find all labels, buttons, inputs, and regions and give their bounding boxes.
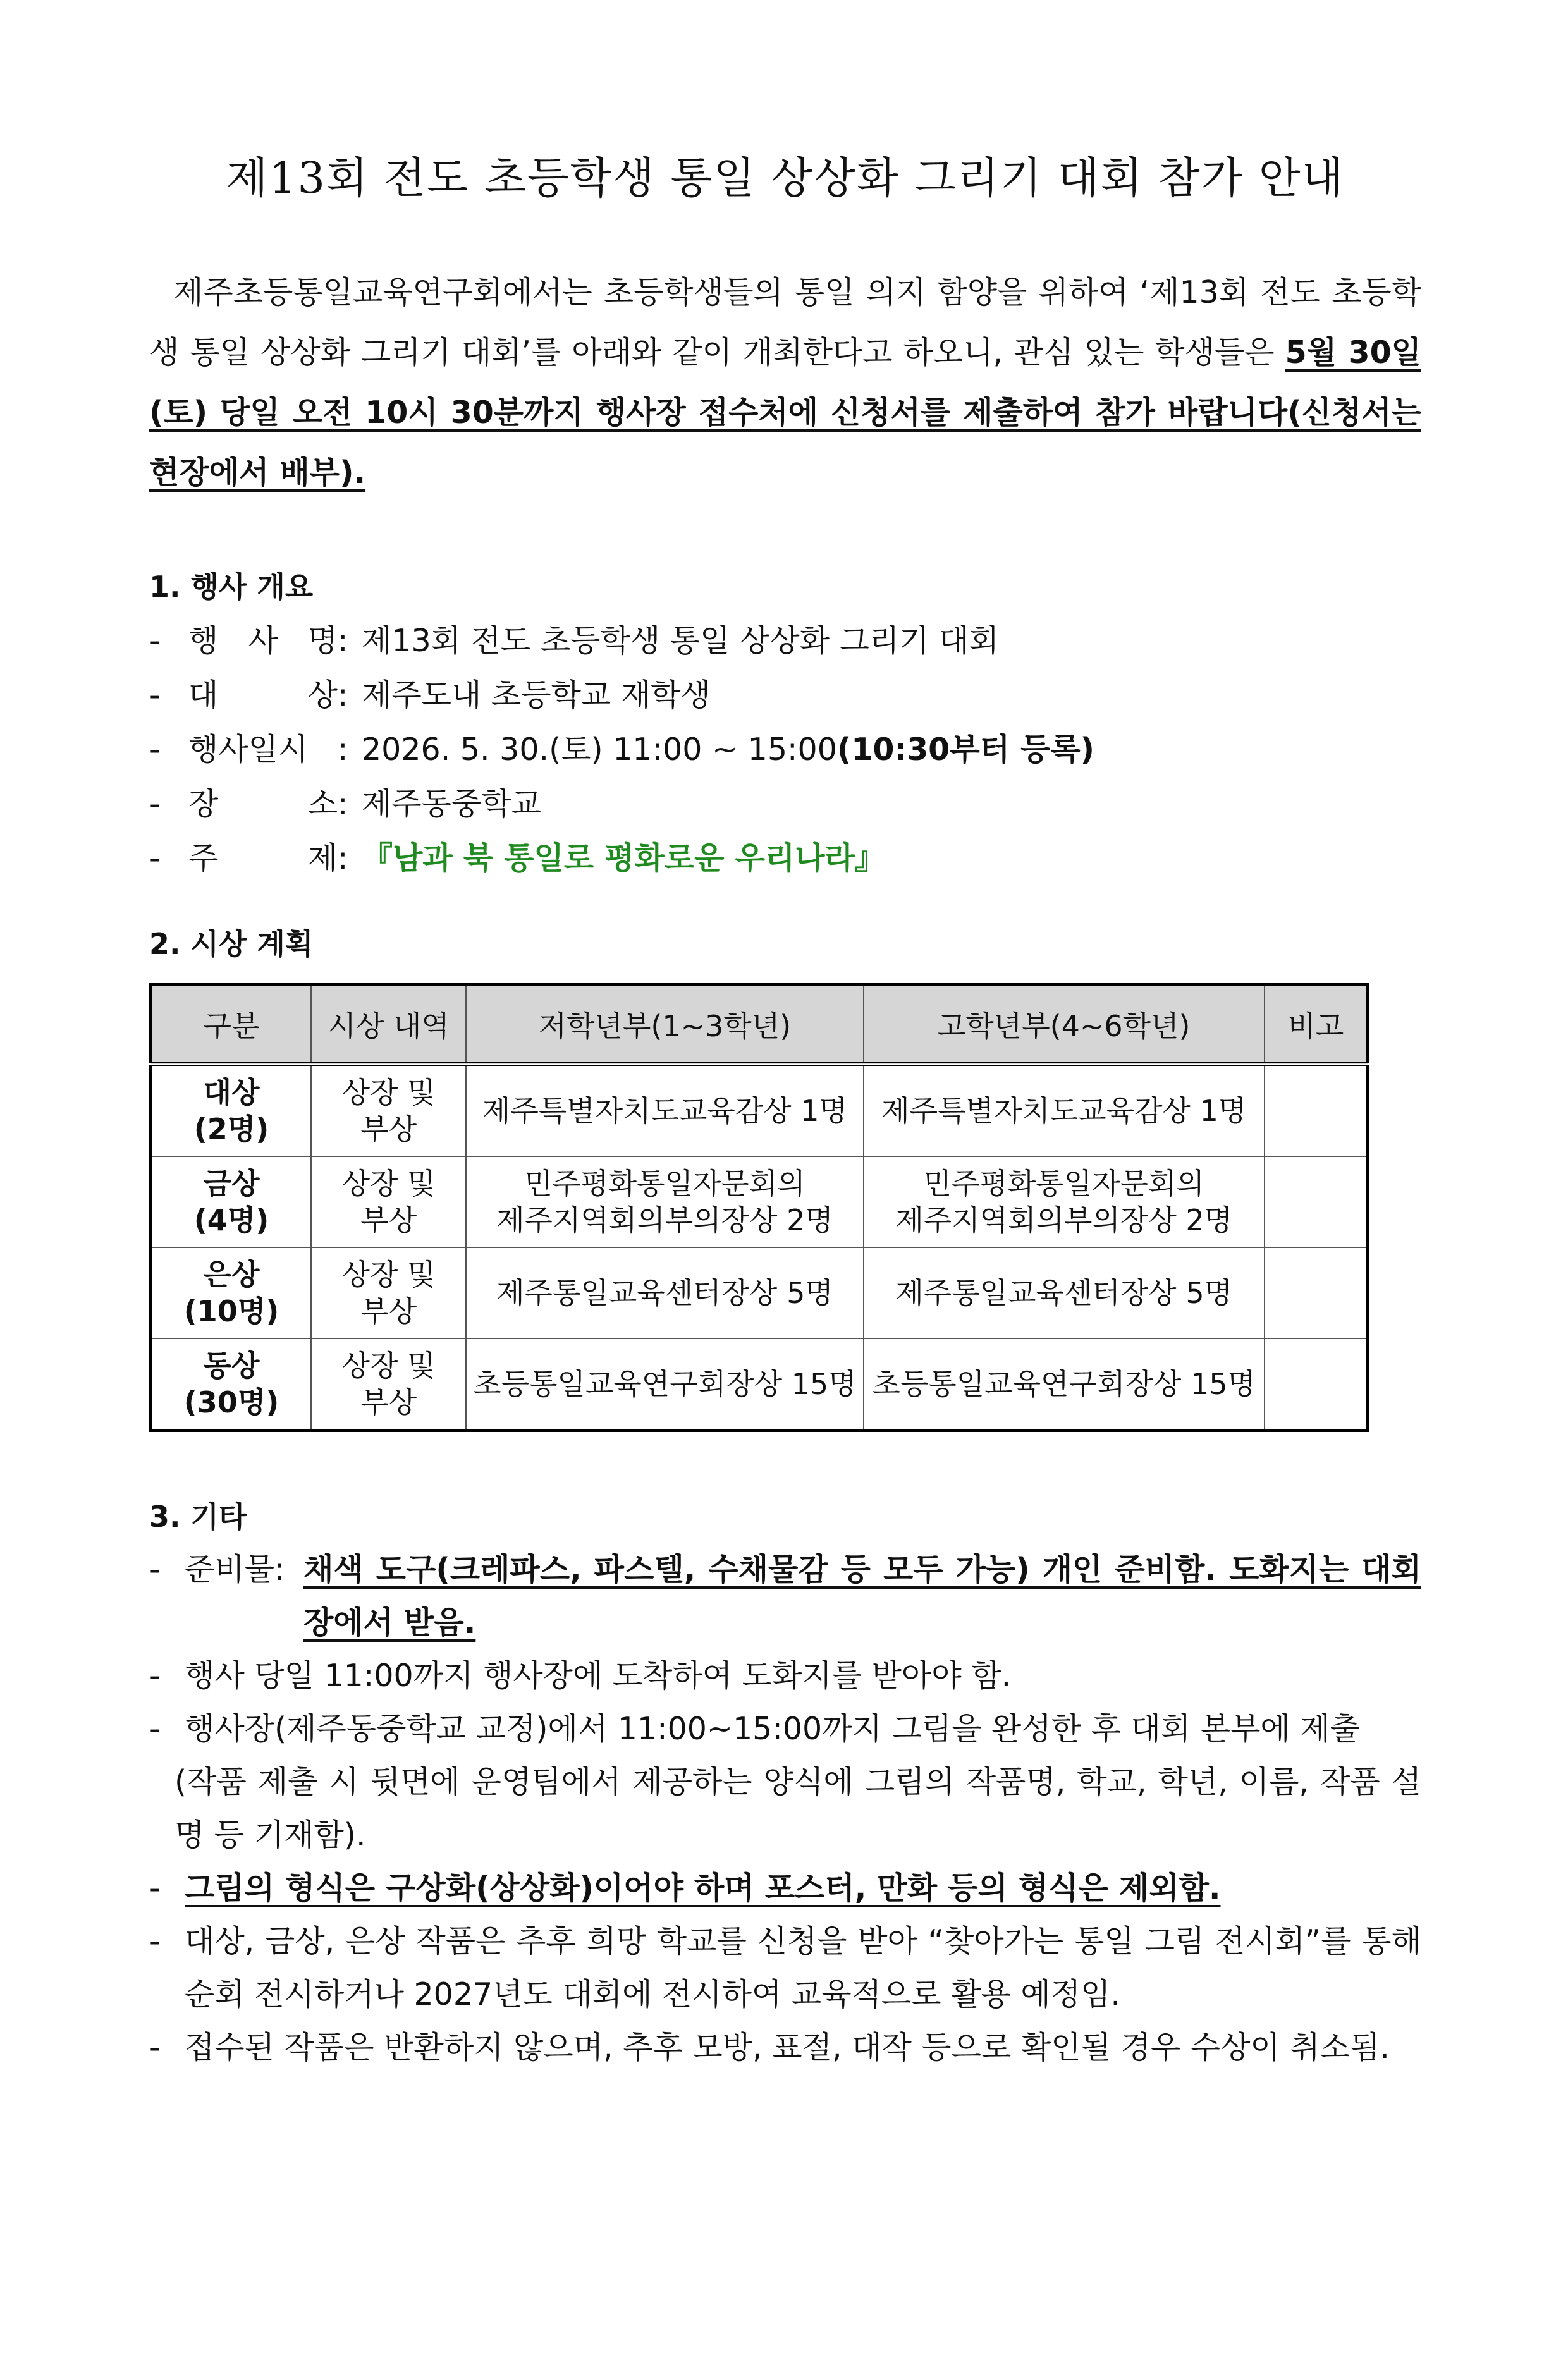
list-item — [149, 2021, 1421, 2074]
row-dash: - — [149, 677, 161, 713]
rank-name: 은상 — [203, 1257, 260, 1292]
note-cell — [1265, 1156, 1368, 1247]
overview-section — [149, 560, 1421, 886]
row-value: 제주동중학교 — [362, 786, 542, 822]
award-line: 초등통일교육연구회장상 15명 — [473, 1367, 857, 1401]
upper-grade-cell — [864, 1247, 1265, 1338]
award-line: 제주통일교육센터장상 5명 — [496, 1276, 833, 1310]
item-text: 행사 당일 11:00까지 행사장에 도착하여 도화지를 받아야 함. — [185, 1658, 1012, 1694]
list-item-preparation — [149, 1543, 1421, 1649]
label-char: 제 — [307, 840, 338, 876]
prize-cell — [311, 1247, 466, 1338]
overview-row-datetime — [149, 723, 1421, 777]
lower-grade-cell — [466, 1247, 863, 1338]
etc-heading: 3. 기타 — [149, 1500, 247, 1534]
prize-cell — [311, 1156, 466, 1247]
overview-heading: 1. 행사 개요 — [149, 570, 314, 604]
row-label — [188, 614, 338, 668]
label-char: 주 — [188, 840, 219, 876]
row-value: 제13회 전도 초등학생 통일 상상화 그리기 대회 — [362, 623, 999, 659]
registration-time: (10:30부터 등록) — [836, 731, 1095, 768]
lower-grade-cell — [466, 1064, 863, 1156]
rank-count: (4명) — [193, 1203, 269, 1237]
label-char: 대 — [188, 677, 219, 713]
list-item — [149, 1703, 1421, 1756]
lower-grade-cell — [466, 1338, 863, 1431]
row-label — [188, 831, 338, 886]
rank-cell — [151, 1247, 311, 1338]
table-row — [151, 1338, 1368, 1431]
intro-text: 제주초등통일교육연구회에서는 초등학생들의 통일 의지 함양을 위하여 ‘제13회 전도 초등학생 통일 상상화 그리기 대회’를 아래와 같이 개최한다고 하오니, 관심 있는 학생들은 — [149, 274, 1421, 370]
upper-grade-cell — [864, 1064, 1265, 1156]
preparation-text: 채색 도구(크레파스, 파스텔, 수채물감 등 모두 가능) 개인 준비함. 도화지는 대회장에서 받음. — [303, 1551, 1421, 1641]
rank-count: (10명) — [183, 1294, 279, 1328]
prize-cell — [311, 1064, 466, 1156]
row-label — [188, 668, 338, 723]
award-line: 제주통일교육센터장상 5명 — [895, 1276, 1233, 1310]
table-header-row — [151, 985, 1368, 1065]
award-line: 제주특별자치도교육감상 1명 — [881, 1094, 1247, 1128]
list-item — [149, 1649, 1421, 1703]
prize-line: 부상 — [360, 1112, 417, 1146]
awards-table — [149, 983, 1369, 1432]
lower-grade-cell — [466, 1156, 863, 1247]
prize-line: 부상 — [360, 1385, 417, 1419]
prize-line: 상장 및 — [341, 1166, 436, 1201]
table-row — [151, 1247, 1368, 1338]
award-line: 초등통일교육연구회장상 15명 — [872, 1367, 1256, 1401]
row-colon: : — [338, 677, 348, 713]
rank-name: 동상 — [203, 1349, 260, 1383]
rank-name: 대상 — [203, 1075, 260, 1110]
row-dash: - — [149, 840, 161, 876]
overview-row-target — [149, 668, 1421, 723]
header-prize: 시상 내역 — [311, 985, 466, 1065]
item-dash: - — [149, 1658, 161, 1694]
award-line: 제주특별자치도교육감상 1명 — [482, 1094, 848, 1128]
document-page — [0, 144, 1568, 2362]
rank-count: (30명) — [183, 1385, 279, 1419]
row-dash: - — [149, 731, 161, 768]
award-line: 제주지역회의부의장상 2명 — [496, 1203, 833, 1237]
overview-row-name — [149, 614, 1421, 668]
label-char: 행 — [188, 623, 219, 659]
list-item — [149, 1862, 1421, 1915]
etc-section — [149, 1490, 1421, 2074]
overview-row-venue — [149, 777, 1421, 831]
table-row — [151, 1156, 1368, 1247]
item-text-format: 그림의 형식은 구상화(상상화)이어야 하며 포스터, 만화 등의 형식은 제외함. — [185, 1870, 1221, 1906]
row-label — [188, 723, 338, 777]
item-text: 대상, 금상, 은상 작품은 추후 희망 학교를 신청을 받아 “찾아가는 통일 그림 전시회”를 통해 순회 전시하거나 2027년도 대회에 전시하여 교육적으로 활용 예정임. — [185, 1923, 1421, 2012]
rank-count: (2명) — [193, 1112, 269, 1146]
award-line: 민주평화통일자문회의 — [923, 1166, 1204, 1201]
item-dash: - — [149, 1711, 161, 1747]
row-colon: : — [338, 623, 348, 659]
upper-grade-cell — [864, 1338, 1265, 1431]
row-value: 제주도내 초등학교 재학생 — [362, 677, 711, 713]
award-line: 제주지역회의부의장상 2명 — [895, 1203, 1233, 1237]
submission-note: (작품 제출 시 뒷면에 운영팀에서 제공하는 양식에 그림의 작품명, 학교, 학년, 이름, 작품 설명 등 기재함). — [175, 1764, 1421, 1853]
header-category: 구분 — [151, 985, 311, 1065]
item-dash: - — [149, 2029, 161, 2065]
list-item — [149, 1915, 1421, 2021]
header-upper-grade: 고학년부(4~6학년) — [864, 985, 1265, 1065]
label-char: 명 — [307, 623, 338, 659]
row-dash: - — [149, 623, 161, 659]
rank-name: 금상 — [203, 1166, 260, 1201]
awards-heading: 2. 시상 계획 — [149, 927, 314, 961]
row-dash: - — [149, 786, 161, 822]
prize-line: 부상 — [360, 1294, 417, 1328]
item-text: 접수된 작품은 반환하지 않으며, 추후 모방, 표절, 대작 등으로 확인될 경우 수상이 취소됨. — [185, 2029, 1390, 2065]
note-cell — [1265, 1064, 1368, 1156]
header-lower-grade: 저학년부(1~3학년) — [466, 985, 863, 1065]
item-dash: - — [149, 1551, 161, 1588]
item-text: 행사장(제주동중학교 교정)에서 11:00~15:00까지 그림을 완성한 후 대회 본부에 제출 — [185, 1711, 1361, 1747]
label-char: 사 — [248, 623, 278, 659]
row-colon: : — [338, 840, 348, 876]
label-char: 상 — [307, 677, 338, 713]
rank-cell — [151, 1064, 311, 1156]
prize-line: 상장 및 — [341, 1257, 436, 1292]
rank-cell — [151, 1156, 311, 1247]
preparation-label: 준비물: — [185, 1551, 285, 1588]
header-note: 비고 — [1265, 985, 1368, 1065]
note-cell — [1265, 1247, 1368, 1338]
row-colon: : — [338, 786, 348, 822]
table-row — [151, 1064, 1368, 1156]
award-line: 민주평화통일자문회의 — [524, 1166, 805, 1201]
label-char: 소 — [307, 786, 338, 822]
label-char: 장 — [188, 786, 219, 822]
note-cell — [1265, 1338, 1368, 1431]
intro-highlight: 5월 30일(토) 당일 오전 10시 30분까지 행사장 접수처에 신청서를 제출하여 참가 바랍니다(신청서는 현장에서 배부). — [149, 334, 1421, 491]
rank-cell — [151, 1338, 311, 1431]
intro-paragraph — [149, 262, 1421, 503]
item-dash: - — [149, 1923, 161, 1959]
upper-grade-cell — [864, 1156, 1265, 1247]
prize-cell — [311, 1338, 466, 1431]
prize-line: 부상 — [360, 1203, 417, 1237]
prize-line: 상장 및 — [341, 1349, 436, 1383]
row-label — [188, 777, 338, 831]
item-dash: - — [149, 1870, 161, 1906]
row-colon: : — [338, 731, 348, 768]
theme-value: 『남과 북 통일로 평화로운 우리나라』 — [362, 840, 886, 876]
overview-row-theme — [149, 831, 1421, 886]
label-text: 행사일시 — [188, 731, 309, 768]
document-title: 제13회 전도 초등학생 통일 상상화 그리기 대회 참가 안내 — [226, 154, 1345, 204]
prize-line: 상장 및 — [341, 1075, 436, 1110]
awards-section — [149, 919, 1421, 1432]
row-value: 2026. 5. 30.(토) 11:00 ~ 15:00 — [362, 731, 837, 768]
